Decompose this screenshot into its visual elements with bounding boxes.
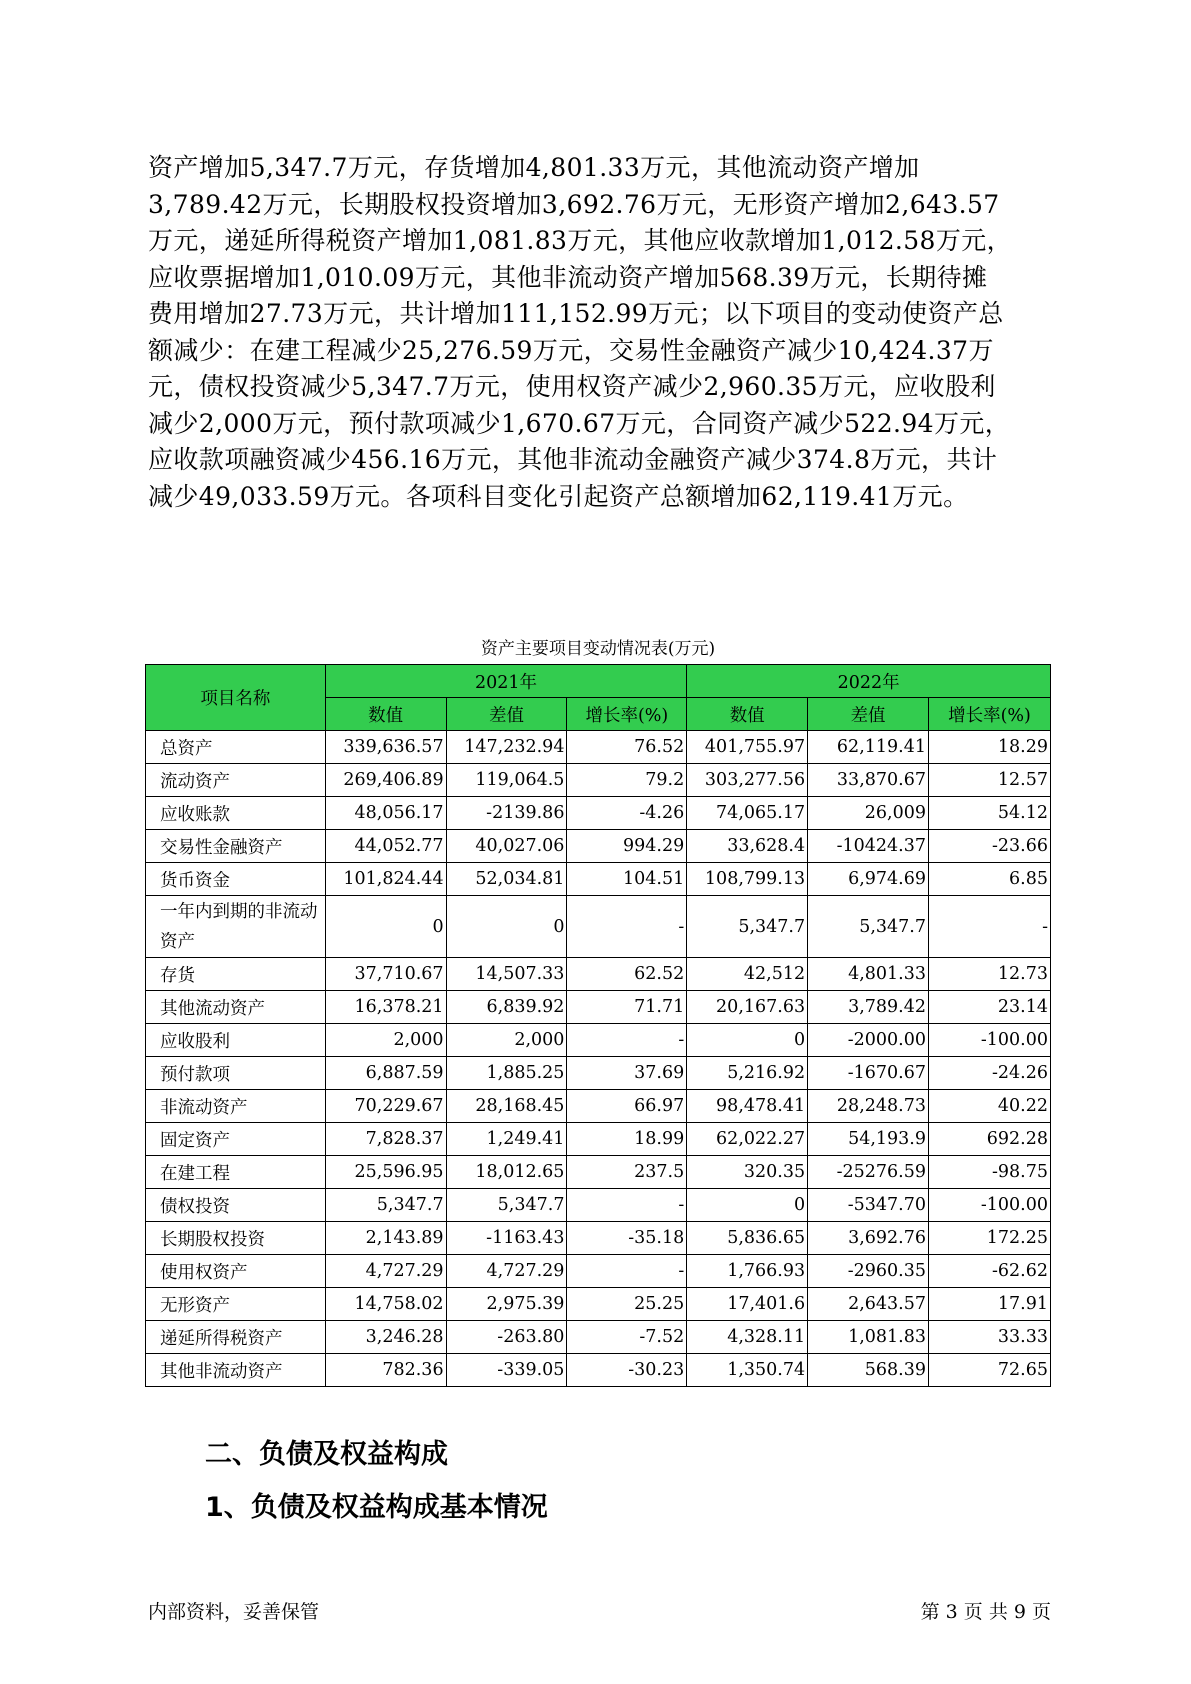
paragraph-line: 费用增加27.73万元，共计增加111,152.99万元；以下项目的变动使资产总 xyxy=(148,299,1004,328)
diff-2022-cell: 6,974.69 xyxy=(808,863,929,896)
growth-2022-cell: -62.62 xyxy=(929,1255,1051,1288)
body-paragraph xyxy=(148,150,1048,515)
table-row xyxy=(146,731,1051,764)
table-body xyxy=(146,731,1051,1387)
row-item-name: 一年内到期的非流动资产 xyxy=(146,896,326,958)
table-row xyxy=(146,764,1051,797)
row-item-name: 长期股权投资 xyxy=(146,1222,326,1255)
diff-2022-cell: 28,248.73 xyxy=(808,1090,929,1123)
table-row xyxy=(146,1024,1051,1057)
paragraph-line: 万元，递延所得税资产增加1,081.83万元，其他应收款增加1,012.58万元， xyxy=(148,226,1013,255)
table-row xyxy=(146,991,1051,1024)
table-row xyxy=(146,1123,1051,1156)
row-item-name: 应收股利 xyxy=(146,1024,326,1057)
header-value-2022: 数值 xyxy=(687,698,808,731)
row-item-name: 固定资产 xyxy=(146,1123,326,1156)
footer-page-number: 第 3 页 共 9 页 xyxy=(920,1601,1051,1623)
value-2022-cell: 303,277.56 xyxy=(687,764,808,797)
growth-2022-cell: 40.22 xyxy=(929,1090,1051,1123)
paragraph-line: 额减少：在建工程减少25,276.59万元，交易性金融资产减少10,424.37万 xyxy=(148,335,994,365)
growth-2022-cell: 23.14 xyxy=(929,991,1051,1024)
table-row xyxy=(146,958,1051,991)
value-2021-cell: 44,052.77 xyxy=(325,830,446,863)
growth-2021-cell: 71.71 xyxy=(567,991,687,1024)
diff-2021-cell: -263.80 xyxy=(446,1321,567,1354)
value-2022-cell: 74,065.17 xyxy=(687,797,808,830)
value-2022-cell: 0 xyxy=(687,1024,808,1057)
footer-confidential-note: 内部资料，妥善保管 xyxy=(148,1601,320,1623)
diff-2021-cell: -339.05 xyxy=(446,1354,567,1387)
diff-2021-cell: 2,975.39 xyxy=(446,1288,567,1321)
value-2021-cell: 2,143.89 xyxy=(325,1222,446,1255)
growth-2021-cell: 79.2 xyxy=(567,764,687,797)
value-2022-cell: 320.35 xyxy=(687,1156,808,1189)
diff-2021-cell: 1,249.41 xyxy=(446,1123,567,1156)
growth-2021-cell: -30.23 xyxy=(567,1354,687,1387)
value-2022-cell: 42,512 xyxy=(687,958,808,991)
growth-2021-cell: 104.51 xyxy=(567,863,687,896)
value-2021-cell: 37,710.67 xyxy=(325,958,446,991)
value-2022-cell: 20,167.63 xyxy=(687,991,808,1024)
value-2022-cell: 33,628.4 xyxy=(687,830,808,863)
value-2021-cell: 48,056.17 xyxy=(325,797,446,830)
growth-2022-cell: -23.66 xyxy=(929,830,1051,863)
diff-2022-cell: 5,347.7 xyxy=(808,896,929,958)
value-2022-cell: 5,216.92 xyxy=(687,1057,808,1090)
paragraph-line: 应收票据增加1,010.09万元，其他非流动资产增加568.39万元，长期待摊 xyxy=(148,262,988,292)
paragraph-line: 减少49,033.59万元。各项科目变化引起资产总额增加62,119.41万元。 xyxy=(148,481,969,511)
diff-2022-cell: 3,692.76 xyxy=(808,1222,929,1255)
value-2022-cell: 62,022.27 xyxy=(687,1123,808,1156)
diff-2021-cell: 1,885.25 xyxy=(446,1057,567,1090)
table-row xyxy=(146,1321,1051,1354)
diff-2021-cell: 52,034.81 xyxy=(446,863,567,896)
table-row xyxy=(146,1288,1051,1321)
row-item-name: 总资产 xyxy=(146,731,326,764)
growth-2021-cell: 25.25 xyxy=(567,1288,687,1321)
growth-2022-cell: 692.28 xyxy=(929,1123,1051,1156)
value-2021-cell: 5,347.7 xyxy=(325,1189,446,1222)
growth-2021-cell: 994.29 xyxy=(567,830,687,863)
growth-2022-cell: 172.25 xyxy=(929,1222,1051,1255)
value-2021-cell: 2,000 xyxy=(325,1024,446,1057)
table-row xyxy=(146,863,1051,896)
paragraph-line: 3,789.42万元，长期股权投资增加3,692.76万元，无形资产增加2,643.57 xyxy=(148,189,1000,219)
diff-2021-cell: 4,727.29 xyxy=(446,1255,567,1288)
growth-2021-cell: 66.97 xyxy=(567,1090,687,1123)
value-2022-cell: 4,328.11 xyxy=(687,1321,808,1354)
value-2021-cell: 782.36 xyxy=(325,1354,446,1387)
diff-2021-cell: 5,347.7 xyxy=(446,1189,567,1222)
growth-2021-cell: - xyxy=(567,1024,687,1057)
header-item-name: 项目名称 xyxy=(146,665,326,731)
row-item-name: 流动资产 xyxy=(146,764,326,797)
paragraph-line: 减少2,000万元，预付款项减少1,670.67万元，合同资产减少522.94万元， xyxy=(148,408,1011,438)
section-heading: 二、负债及权益构成 xyxy=(205,1439,448,1470)
diff-2021-cell: -1163.43 xyxy=(446,1222,567,1255)
row-item-name: 交易性金融资产 xyxy=(146,830,326,863)
value-2021-cell: 4,727.29 xyxy=(325,1255,446,1288)
value-2022-cell: 0 xyxy=(687,1189,808,1222)
growth-2021-cell: 237.5 xyxy=(567,1156,687,1189)
diff-2022-cell: 568.39 xyxy=(808,1354,929,1387)
growth-2021-cell: 18.99 xyxy=(567,1123,687,1156)
diff-2021-cell: 147,232.94 xyxy=(446,731,567,764)
diff-2021-cell: 0 xyxy=(446,896,567,958)
growth-2021-cell: -35.18 xyxy=(567,1222,687,1255)
diff-2021-cell: -2139.86 xyxy=(446,797,567,830)
value-2021-cell: 0 xyxy=(325,896,446,958)
diff-2022-cell: 54,193.9 xyxy=(808,1123,929,1156)
diff-2021-cell: 2,000 xyxy=(446,1024,567,1057)
value-2022-cell: 401,755.97 xyxy=(687,731,808,764)
diff-2021-cell: 28,168.45 xyxy=(446,1090,567,1123)
growth-2022-cell: -100.00 xyxy=(929,1024,1051,1057)
table-row xyxy=(146,1255,1051,1288)
paragraph-line: 元，债权投资减少5,347.7万元，使用权资产减少2,960.35万元，应收股利 xyxy=(148,372,996,401)
value-2022-cell: 5,836.65 xyxy=(687,1222,808,1255)
paragraph-line: 资产增加5,347.7万元，存货增加4,801.33万元，其他流动资产增加 xyxy=(148,153,920,182)
value-2021-cell: 16,378.21 xyxy=(325,991,446,1024)
header-growth-2021: 增长率(%) xyxy=(567,698,687,731)
diff-2021-cell: 6,839.92 xyxy=(446,991,567,1024)
growth-2022-cell: 33.33 xyxy=(929,1321,1051,1354)
row-item-name: 预付款项 xyxy=(146,1057,326,1090)
diff-2022-cell: 26,009 xyxy=(808,797,929,830)
diff-2022-cell: 3,789.42 xyxy=(808,991,929,1024)
diff-2022-cell: -2000.00 xyxy=(808,1024,929,1057)
subsection-heading: 1、负债及权益构成基本情况 xyxy=(205,1492,548,1523)
growth-2022-cell: 12.73 xyxy=(929,958,1051,991)
table-row xyxy=(146,1057,1051,1090)
header-diff-2022: 差值 xyxy=(808,698,929,731)
table-row xyxy=(146,1354,1051,1387)
growth-2021-cell: - xyxy=(567,1189,687,1222)
value-2021-cell: 25,596.95 xyxy=(325,1156,446,1189)
row-item-name: 货币资金 xyxy=(146,863,326,896)
growth-2022-cell: 72.65 xyxy=(929,1354,1051,1387)
growth-2021-cell: - xyxy=(567,896,687,958)
value-2022-cell: 98,478.41 xyxy=(687,1090,808,1123)
growth-2021-cell: -7.52 xyxy=(567,1321,687,1354)
row-item-name: 使用权资产 xyxy=(146,1255,326,1288)
header-value-2021: 数值 xyxy=(325,698,446,731)
value-2021-cell: 14,758.02 xyxy=(325,1288,446,1321)
value-2021-cell: 7,828.37 xyxy=(325,1123,446,1156)
diff-2022-cell: -25276.59 xyxy=(808,1156,929,1189)
diff-2021-cell: 18,012.65 xyxy=(446,1156,567,1189)
table-header-row-years xyxy=(146,665,1051,698)
growth-2022-cell: 54.12 xyxy=(929,797,1051,830)
diff-2022-cell: -5347.70 xyxy=(808,1189,929,1222)
growth-2022-cell: - xyxy=(929,896,1051,958)
growth-2022-cell: 6.85 xyxy=(929,863,1051,896)
diff-2022-cell: 2,643.57 xyxy=(808,1288,929,1321)
diff-2022-cell: 62,119.41 xyxy=(808,731,929,764)
row-item-name: 在建工程 xyxy=(146,1156,326,1189)
growth-2021-cell: 37.69 xyxy=(567,1057,687,1090)
diff-2021-cell: 14,507.33 xyxy=(446,958,567,991)
value-2021-cell: 6,887.59 xyxy=(325,1057,446,1090)
growth-2021-cell: 76.52 xyxy=(567,731,687,764)
value-2021-cell: 101,824.44 xyxy=(325,863,446,896)
table-row xyxy=(146,1090,1051,1123)
row-item-name: 存货 xyxy=(146,958,326,991)
value-2021-cell: 3,246.28 xyxy=(325,1321,446,1354)
table-row xyxy=(146,1156,1051,1189)
table-row xyxy=(146,896,1051,958)
diff-2022-cell: 4,801.33 xyxy=(808,958,929,991)
table-row xyxy=(146,797,1051,830)
diff-2022-cell: -2960.35 xyxy=(808,1255,929,1288)
table-row xyxy=(146,1222,1051,1255)
row-item-name: 非流动资产 xyxy=(146,1090,326,1123)
growth-2022-cell: -24.26 xyxy=(929,1057,1051,1090)
value-2021-cell: 339,636.57 xyxy=(325,731,446,764)
value-2022-cell: 5,347.7 xyxy=(687,896,808,958)
diff-2021-cell: 119,064.5 xyxy=(446,764,567,797)
value-2022-cell: 17,401.6 xyxy=(687,1288,808,1321)
asset-change-table xyxy=(145,664,1051,1387)
diff-2022-cell: 33,870.67 xyxy=(808,764,929,797)
value-2021-cell: 269,406.89 xyxy=(325,764,446,797)
header-year-2021: 2021年 xyxy=(325,665,687,698)
row-item-name: 递延所得税资产 xyxy=(146,1321,326,1354)
growth-2022-cell: 12.57 xyxy=(929,764,1051,797)
table-caption: 资产主要项目变动情况表(万元) xyxy=(480,639,716,659)
header-year-2022: 2022年 xyxy=(687,665,1051,698)
growth-2022-cell: -100.00 xyxy=(929,1189,1051,1222)
growth-2022-cell: -98.75 xyxy=(929,1156,1051,1189)
diff-2022-cell: -10424.37 xyxy=(808,830,929,863)
value-2022-cell: 1,350.74 xyxy=(687,1354,808,1387)
paragraph-line: 应收款项融资减少456.16万元，其他非流动金融资产减少374.8万元，共计 xyxy=(148,445,998,474)
value-2022-cell: 1,766.93 xyxy=(687,1255,808,1288)
header-growth-2022: 增长率(%) xyxy=(929,698,1051,731)
table-row xyxy=(146,1189,1051,1222)
row-item-name: 无形资产 xyxy=(146,1288,326,1321)
growth-2021-cell: -4.26 xyxy=(567,797,687,830)
row-item-name: 其他流动资产 xyxy=(146,991,326,1024)
row-item-name: 债权投资 xyxy=(146,1189,326,1222)
value-2021-cell: 70,229.67 xyxy=(325,1090,446,1123)
diff-2021-cell: 40,027.06 xyxy=(446,830,567,863)
row-item-name: 其他非流动资产 xyxy=(146,1354,326,1387)
row-item-name: 应收账款 xyxy=(146,797,326,830)
growth-2022-cell: 17.91 xyxy=(929,1288,1051,1321)
header-diff-2021: 差值 xyxy=(446,698,567,731)
growth-2022-cell: 18.29 xyxy=(929,731,1051,764)
value-2022-cell: 108,799.13 xyxy=(687,863,808,896)
growth-2021-cell: 62.52 xyxy=(567,958,687,991)
growth-2021-cell: - xyxy=(567,1255,687,1288)
diff-2022-cell: -1670.67 xyxy=(808,1057,929,1090)
table-row xyxy=(146,830,1051,863)
diff-2022-cell: 1,081.83 xyxy=(808,1321,929,1354)
